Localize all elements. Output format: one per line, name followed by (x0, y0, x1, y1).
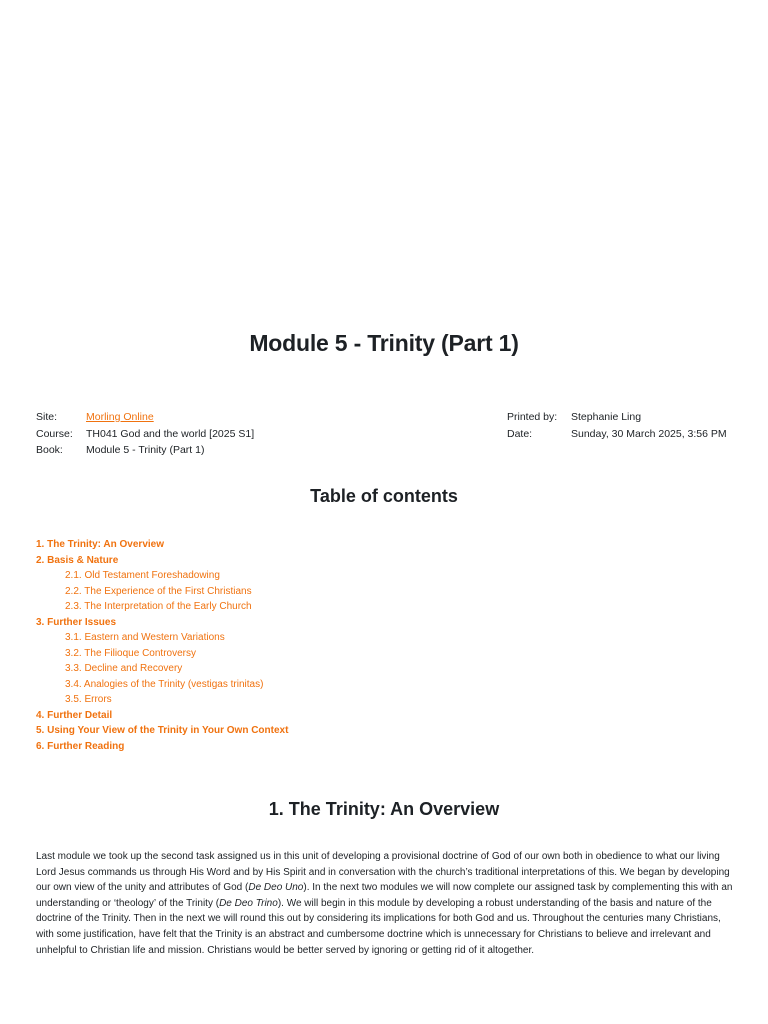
meta-date-value: Sunday, 30 March 2025, 3:56 PM (571, 427, 727, 440)
toc-link-5[interactable]: 5. Using Your View of the Trinity in Your Own Context (36, 725, 289, 736)
meta-printed-row (507, 409, 727, 426)
toc-item (36, 630, 288, 646)
toc-item (36, 553, 288, 569)
toc-link-3-3[interactable]: 3.3. Decline and Recovery (65, 663, 183, 674)
meta-course-label: Course: (36, 427, 73, 440)
section-paragraph (36, 849, 734, 958)
toc-item (36, 692, 288, 708)
toc-link-2-1[interactable]: 2.1. Old Testament Foreshadowing (65, 570, 220, 581)
meta-book-label: Book: (36, 444, 63, 456)
meta-date-label: Date: (507, 427, 533, 440)
meta-course-row (36, 426, 254, 443)
toc-link-3-4[interactable]: 3.4. Analogies of the Trinity (vestigas trinitas) (65, 678, 264, 690)
paragraph-emphasis-de-deo-trino: De Deo Trino (219, 897, 278, 909)
toc-item (36, 661, 288, 677)
paragraph-text-3: ). We will begin in this module by developing a robust understanding of the basis and nature of the doctrine of the Trinity. Then in the next we will round this out by considering its implications for both God and us. Throughout the centuries many Christians, with some justification, have felt that the Trinity is an abstract and cumbersome doctrine which is unnecessary for Christians to believe and irrelevant and unhelpful to Christian life and mission. Christians would be better served by ignoring or getting rid of it altogether. (36, 897, 721, 956)
toc-title: Table of contents (310, 486, 458, 506)
print-meta-right (507, 409, 727, 442)
toc-item (36, 708, 288, 724)
toc-link-1[interactable]: 1. The Trinity: An Overview (36, 539, 164, 550)
section-title: 1. The Trinity: An Overview (268, 799, 500, 819)
paragraph-text-2: ). In the next two modules we will now complete our assigned task by complementing this with an understanding or ‘theology’ of the Trinity ( (36, 882, 733, 909)
toc-link-2[interactable]: 2. Basis & Nature (36, 554, 119, 566)
paragraph-text-1: Last module we took up the second task assigned us in this unit of developing a provisional doctrine of God of our own both in obedience to what our living Lord Jesus commands us through His Word and by His Spirit and in conversation with the church’s traditional interpretations of this. We began by developing our own view of the unity and attributes of God ( (36, 851, 730, 894)
meta-printed-label: Printed by: (507, 411, 558, 423)
paragraph-emphasis-de-deo-uno: De Deo Uno (248, 882, 304, 894)
toc-link-3-2[interactable]: 3.2. The Filioque Controversy (65, 647, 196, 659)
toc-link-6[interactable]: 6. Further Reading (36, 740, 125, 752)
toc-item (36, 568, 288, 584)
toc-link-3-1[interactable]: 3.1. Eastern and Western Variations (65, 632, 225, 643)
site-link[interactable]: Morling Online (86, 411, 154, 423)
toc-item (36, 739, 288, 755)
meta-printed-value: Stephanie Ling (571, 411, 642, 423)
toc-item (36, 537, 288, 553)
table-of-contents (36, 537, 288, 754)
print-meta-left (36, 409, 254, 459)
page-title: Module 5 - Trinity (Part 1) (249, 330, 519, 356)
meta-book-row (36, 442, 254, 459)
toc-link-2-2[interactable]: 2.2. The Experience of the First Christians (65, 585, 252, 597)
toc-item (36, 599, 288, 615)
meta-book-value: Module 5 - Trinity (Part 1) (86, 444, 205, 456)
toc-link-2-3[interactable]: 2.3. The Interpretation of the Early Church (65, 601, 252, 612)
meta-site-row (36, 409, 254, 426)
toc-link-3[interactable]: 3. Further Issues (36, 616, 117, 628)
toc-link-4[interactable]: 4. Further Detail (36, 709, 113, 721)
meta-course-value: TH041 God and the world [2025 S1] (86, 427, 255, 440)
toc-item (36, 723, 288, 739)
toc-item (36, 584, 288, 600)
meta-date-row (507, 426, 727, 443)
toc-link-3-5[interactable]: 3.5. Errors (65, 694, 112, 705)
meta-site-label: Site: (36, 411, 58, 423)
toc-item (36, 615, 288, 631)
toc-item (36, 677, 288, 693)
toc-item (36, 646, 288, 662)
